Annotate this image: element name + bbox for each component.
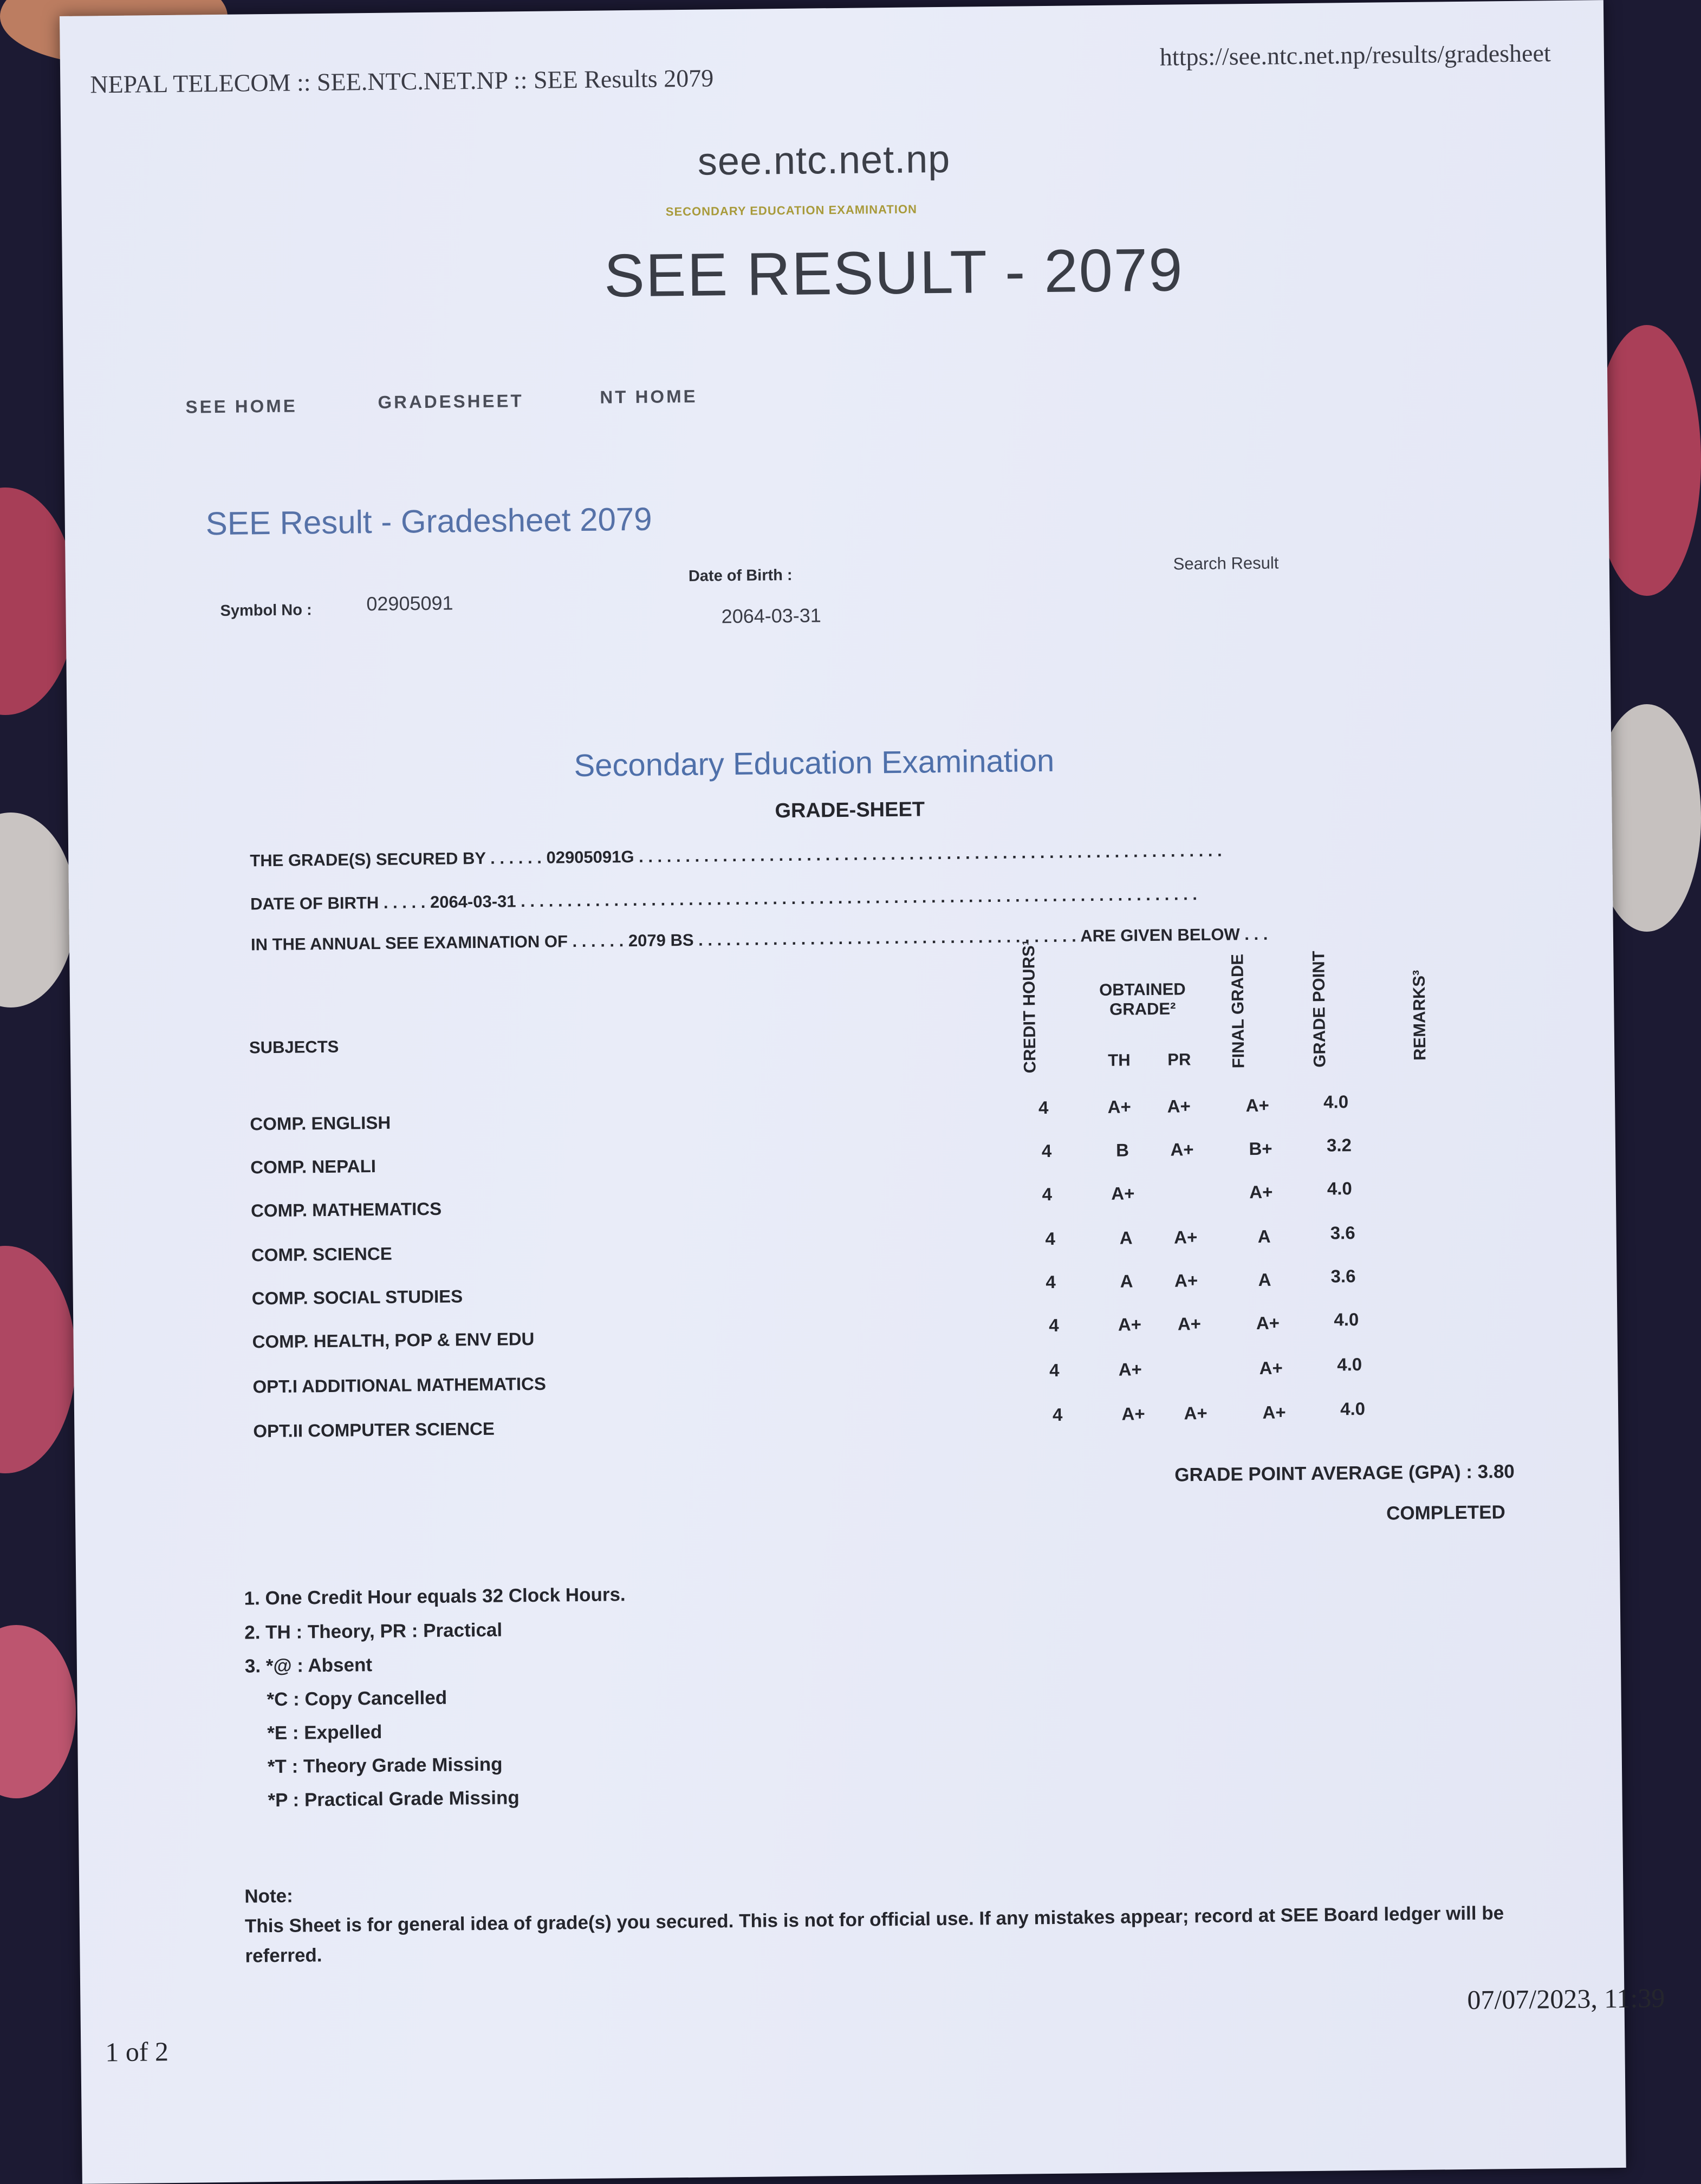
background-flower xyxy=(0,1625,76,1798)
exam-year-line: IN THE ANNUAL SEE EXAMINATION OF . . . . . . 2079 BS . . . . . . . . . . . . . . . . . . . . . . . . . . . . . . . . . . . . . . . . . ARE GIVEN BELOW . . . xyxy=(250,924,1268,954)
th-header: TH xyxy=(1108,1050,1131,1070)
section-title: SEE Result - Gradesheet 2079 xyxy=(205,500,652,542)
note-title: Note: xyxy=(244,1885,294,1907)
subjects-header: SUBJECTS xyxy=(249,1037,339,1057)
remarks-header: REMARKS³ xyxy=(1409,970,1430,1061)
subject-name: COMP. SCIENCE xyxy=(251,1243,392,1265)
grade-point: 4.0 xyxy=(1327,1178,1352,1199)
practical-grade: A+ xyxy=(1184,1402,1207,1424)
page-number: 1 of 2 xyxy=(105,2036,169,2068)
pr-header: PR xyxy=(1167,1050,1191,1069)
grade-point: 4.0 xyxy=(1323,1091,1349,1112)
dob-label: Date of Birth : xyxy=(688,566,793,585)
symbol-label: Symbol No : xyxy=(220,601,312,620)
credit-hours: 4 xyxy=(1045,1228,1056,1249)
theory-grade: A+ xyxy=(1118,1359,1142,1380)
site-title[interactable]: see.ntc.net.np xyxy=(697,137,951,184)
footnote: *E : Expelled xyxy=(267,1721,382,1744)
nav-gradesheet[interactable]: GRADESHEET xyxy=(378,391,524,412)
print-header-left: NEPAL TELECOM :: SEE.NTC.NET.NP :: SEE Results 2079 xyxy=(90,64,714,99)
theory-grade: A+ xyxy=(1121,1403,1145,1424)
grade-point: 3.6 xyxy=(1330,1266,1356,1286)
page-title: SEE RESULT - 2079 xyxy=(603,236,1184,310)
practical-grade: A+ xyxy=(1174,1270,1198,1291)
subject-name: COMP. HEALTH, POP & ENV EDU xyxy=(252,1328,535,1352)
grade-point: 4.0 xyxy=(1334,1309,1359,1330)
obtained-grade-header: OBTAINED GRADE² xyxy=(1099,979,1186,1019)
credit-hours: 4 xyxy=(1042,1184,1053,1205)
subject-name: OPT.II COMPUTER SCIENCE xyxy=(253,1418,495,1441)
final-grade: B+ xyxy=(1249,1138,1272,1159)
background-flower xyxy=(0,812,76,1007)
practical-grade: A+ xyxy=(1170,1139,1194,1160)
credit-hours: 4 xyxy=(1052,1404,1063,1425)
dob-line: DATE OF BIRTH . . . . . 2064-03-31 . . . . . . . . . . . . . . . . . . . . . . . . . . . . . . . . . . . . . . . . . . . . . . . . . . . . . . . . . . . . . . . . . . . . . . . . . xyxy=(250,885,1198,914)
final-grade: A xyxy=(1258,1269,1271,1290)
final-grade: A xyxy=(1257,1226,1271,1246)
footnote: *T : Theory Grade Missing xyxy=(267,1753,503,1778)
note-text-line1: This Sheet is for general idea of grade(s) you secured. This is not for official use. If any mistakes appear; record at SEE Board ledger will be xyxy=(244,1902,1504,1937)
grade-point: 3.6 xyxy=(1330,1223,1355,1243)
subject-name: COMP. SOCIAL STUDIES xyxy=(251,1286,463,1309)
credit-hours: 4 xyxy=(1049,1315,1059,1336)
grade-point-header: GRADE POINT xyxy=(1309,951,1329,1068)
grade-point: 4.0 xyxy=(1340,1398,1366,1419)
table-row xyxy=(74,1398,1618,1455)
footnote: 3. *@ : Absent xyxy=(244,1654,373,1677)
final-grade: A+ xyxy=(1256,1312,1280,1334)
theory-grade: B xyxy=(1115,1140,1129,1160)
gradesheet-title: GRADE-SHEET xyxy=(775,798,925,823)
footnote: 2. TH : Theory, PR : Practical xyxy=(244,1619,503,1643)
final-grade: A+ xyxy=(1259,1357,1283,1378)
printed-page xyxy=(60,0,1665,2184)
final-grade: A+ xyxy=(1245,1095,1269,1116)
table-row xyxy=(74,1354,1618,1411)
table-row xyxy=(72,1178,1616,1235)
final-grade-header: FINAL GRADE xyxy=(1228,953,1248,1069)
theory-grade: A xyxy=(1119,1227,1133,1248)
credit-hours: 4 xyxy=(1049,1360,1060,1381)
nav-see-home[interactable]: SEE HOME xyxy=(185,395,297,417)
table-row xyxy=(72,1135,1615,1192)
practical-grade: A+ xyxy=(1167,1096,1191,1116)
practical-grade: A+ xyxy=(1173,1227,1198,1247)
table-row xyxy=(73,1309,1617,1366)
exam-title: Secondary Education Examination xyxy=(574,743,1055,784)
theory-grade: A xyxy=(1120,1271,1133,1291)
subject-name: OPT.I ADDITIONAL MATHEMATICS xyxy=(252,1373,547,1397)
final-grade: A+ xyxy=(1262,1402,1286,1422)
credit-hours: 4 xyxy=(1046,1271,1056,1292)
table-row xyxy=(73,1223,1616,1279)
practical-grade: A+ xyxy=(1177,1314,1202,1334)
footnote: 1. One Credit Hour equals 32 Clock Hours. xyxy=(244,1584,626,1609)
dob-field[interactable]: 2064-03-31 xyxy=(721,604,822,628)
subject-name: COMP. MATHEMATICS xyxy=(250,1198,442,1221)
secured-by-line: THE GRADE(S) SECURED BY . . . . . . 02905091G . . . . . . . . . . . . . . . . . . . . . . . . . . . . . . . . . . . . . . . . . . . . . . . . . . . . . . . . . . . . . . . xyxy=(250,841,1222,870)
result-status: COMPLETED xyxy=(1386,1502,1506,1524)
theory-grade: A+ xyxy=(1118,1314,1142,1335)
site-tagline: SECONDARY EDUCATION EXAMINATION xyxy=(665,202,918,219)
gpa-summary: GRADE POINT AVERAGE (GPA) : 3.80 xyxy=(1174,1461,1515,1486)
note-text-line2: referred. xyxy=(245,1945,322,1967)
print-header-url: https://see.ntc.net.np/results/gradesheet xyxy=(1159,39,1551,71)
theory-grade: A+ xyxy=(1111,1183,1135,1204)
table-row xyxy=(71,1091,1615,1148)
search-result-button[interactable]: Search Result xyxy=(1173,553,1279,574)
footnote: *C : Copy Cancelled xyxy=(267,1687,447,1711)
subject-name: COMP. NEPALI xyxy=(250,1156,376,1178)
subject-name: COMP. ENGLISH xyxy=(250,1112,391,1134)
symbol-field[interactable]: 02905091 xyxy=(366,592,453,615)
credit-hours: 4 xyxy=(1041,1140,1052,1161)
practical-grade xyxy=(1150,1182,1215,1183)
final-grade: A+ xyxy=(1249,1181,1273,1202)
background-flower xyxy=(0,1246,76,1473)
footnote: *P : Practical Grade Missing xyxy=(268,1787,520,1811)
grade-point: 4.0 xyxy=(1337,1354,1362,1375)
credit-hours: 4 xyxy=(1038,1097,1049,1118)
print-datetime: 07/07/2023, 11:39 xyxy=(1467,1982,1665,2015)
credit-hours-header: CREDIT HOURS¹ xyxy=(1018,939,1040,1074)
theory-grade: A+ xyxy=(1107,1096,1131,1117)
practical-grade xyxy=(1157,1358,1222,1359)
grade-point: 3.2 xyxy=(1326,1135,1352,1155)
nav-nt-home[interactable]: NT HOME xyxy=(600,386,698,407)
table-row xyxy=(73,1266,1617,1323)
